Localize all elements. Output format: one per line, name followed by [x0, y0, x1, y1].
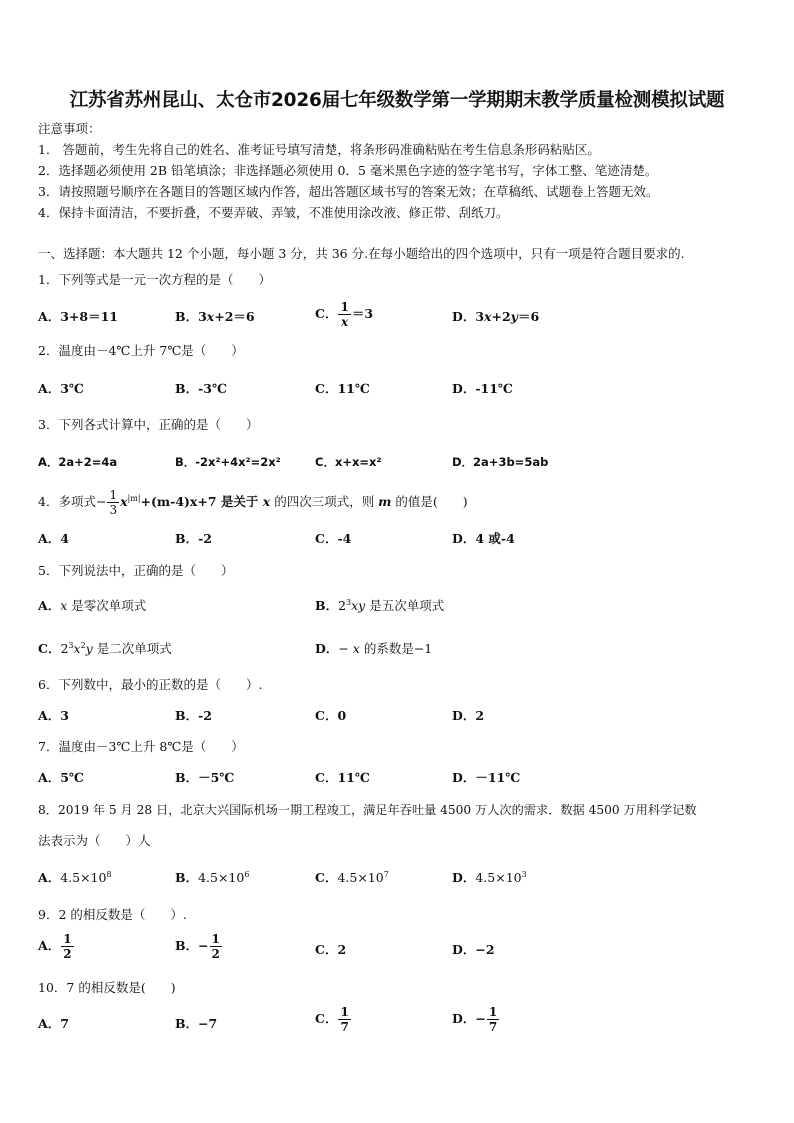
- option-c: C．$4.5\times 10^7$: [315, 869, 389, 885]
- notice-heading: 注意事项：: [38, 121, 101, 136]
- option-b: B．－5℃: [175, 770, 235, 785]
- option-c: C．$2^3x^2y$ 是二次单项式: [38, 640, 172, 656]
- option-b: B．$4.5\times 10^6$: [175, 869, 250, 885]
- option-a: A．4: [38, 531, 69, 546]
- option-a: A． $\frac{1}{2}$: [38, 932, 72, 961]
- option-a: A．$4.5\times 10^8$: [38, 869, 112, 885]
- option-c: C．11℃: [315, 770, 370, 785]
- question-stem: 7．温度由－3℃上升 8℃是（ ）: [38, 739, 244, 754]
- option-b: B．$2^3xy$ 是五次单项式: [315, 597, 445, 613]
- option-a: A．x 是零次单项式: [38, 598, 147, 613]
- option-c: C．-4: [315, 531, 352, 546]
- option-a: A．2a+2=4a: [38, 455, 118, 469]
- question-stem: 1．下列等式是一元一次方程的是（ ）: [38, 272, 271, 287]
- question-stem: 9．2 的相反数是（ ）.: [38, 907, 187, 922]
- option-d: D．2: [452, 708, 485, 723]
- option-a: A．7: [38, 1016, 69, 1031]
- option-b: B．3x+2＝6: [175, 309, 255, 324]
- option-b: B．-2: [175, 708, 212, 723]
- option-d: D．$4.5\times 10^3$: [452, 869, 527, 885]
- option-d: D．2a+3b=5ab: [452, 455, 549, 469]
- page-title: 江苏省苏州昆山、太仓市2026届七年级数学第一学期期末教学质量检测模拟试题: [69, 90, 725, 111]
- question-stem: 10．7 的相反数是( ): [38, 980, 176, 995]
- option-d: D．3x+2y＝6: [452, 309, 540, 324]
- option-c: C．11℃: [315, 381, 370, 396]
- question-stem: 4．多项式− $\frac{1}{3}$ $x^{|m|}+(m-4)x+7$ 是关于 x 的四次三项式，则 m 的值是( ): [38, 488, 468, 517]
- option-a: A．3: [38, 708, 69, 723]
- option-d: D．−2: [452, 942, 495, 957]
- notice-item: 1． 答题前，考生先将自己的姓名、准考证号填写清楚，将条形码准确粘贴在考生信息条形码粘贴区。: [38, 142, 600, 157]
- option-c: C．0: [315, 708, 347, 723]
- question-stem-continued: 法表示为（ ）人: [38, 833, 151, 848]
- question-stem: 6．下列数中，最小的正数的是（ ）.: [38, 677, 263, 692]
- option-b: B．-2: [175, 531, 212, 546]
- option-a: A．3℃: [38, 381, 84, 396]
- option-b: B．− $\frac{1}{2}$: [175, 932, 220, 961]
- option-d: D．-11℃: [452, 381, 513, 396]
- option-b: B．-3℃: [175, 381, 227, 396]
- section-heading: 一、选择题：本大题共 12 个小题，每小题 3 分，共 36 分.在每小题给出的四个选项中，只有一项是符合题目要求的.: [38, 246, 685, 261]
- notice-item: 4．保持卡面清洁，不要折叠，不要弄破、弄皱，不准使用涂改液、修正带、刮纸刀。: [38, 205, 509, 220]
- question-stem: 2．温度由－4℃上升 7℃是（ ）: [38, 343, 244, 358]
- option-b: B．−7: [175, 1016, 218, 1031]
- option-b: B．-2x²+4x²=2x²: [175, 455, 281, 469]
- notice-item: 2．选择题必须使用 2B 铅笔填涂；非选择题必须使用 0．5 毫米黑色字迹的签字笔书写，字体工整、笔迹清楚。: [38, 163, 658, 178]
- option-a: A．3+8＝11: [38, 309, 118, 324]
- question-stem: 3．下列各式计算中，正确的是（ ）: [38, 417, 259, 432]
- option-c: C． $\frac{1}{x}$ ＝3: [315, 300, 374, 329]
- option-c: C． $\frac{1}{7}$: [315, 1005, 349, 1034]
- option-d: D．－11℃: [452, 770, 521, 785]
- question-stem: 5．下列说法中，正确的是（ ）: [38, 563, 234, 578]
- notice-item: 3．请按照题号顺序在各题目的答题区域内作答，超出答题区域书写的答案无效；在草稿纸、试题卷上答题无效。: [38, 184, 659, 199]
- option-d: D．− x 的系数是−1: [315, 641, 433, 656]
- option-c: C．x+x=x²: [315, 455, 382, 469]
- option-a: A．5℃: [38, 770, 84, 785]
- question-stem: 8．2019 年 5 月 28 日，北京大兴国际机场一期工程竣工，满足年吞吐量 4500 万人次的需求．数据 4500 万用科学记数: [38, 803, 697, 817]
- option-d: D．− $\frac{1}{7}$: [452, 1005, 498, 1034]
- option-d: D．4 或-4: [452, 531, 515, 546]
- option-c: C．2: [315, 942, 347, 957]
